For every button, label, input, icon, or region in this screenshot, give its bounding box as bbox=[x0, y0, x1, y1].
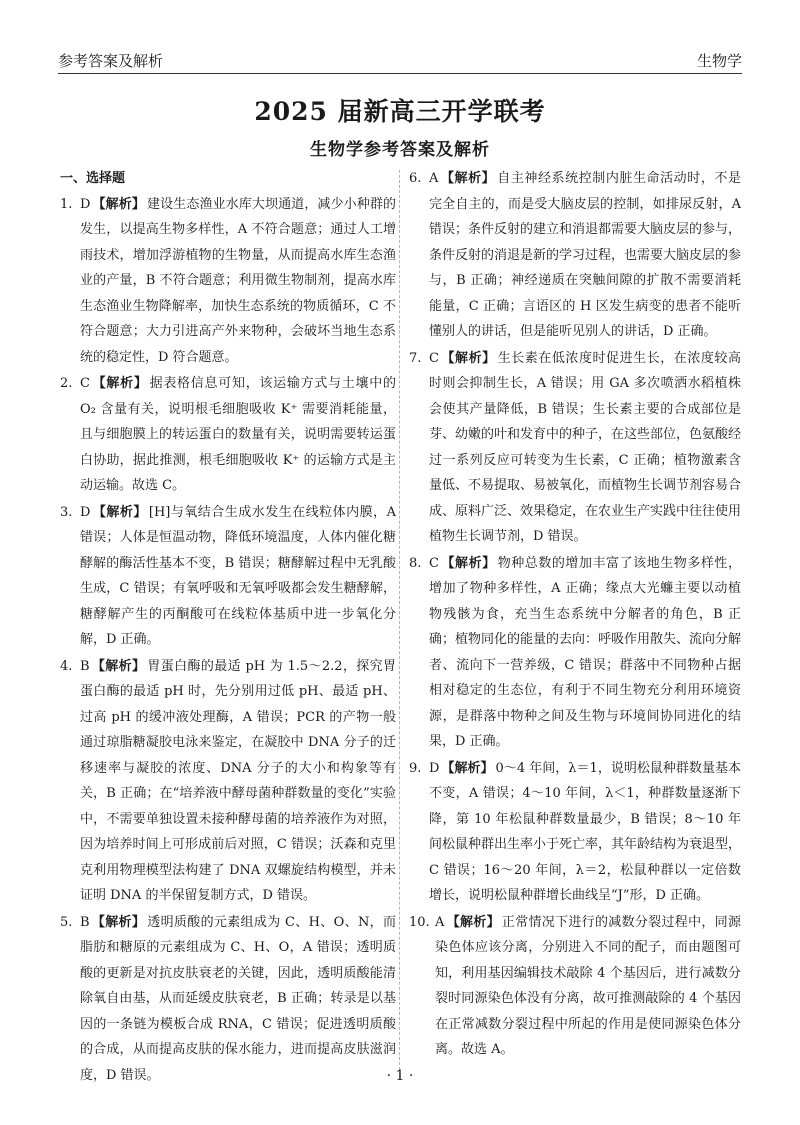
answer-letter: C bbox=[429, 555, 439, 571]
analysis-text: 建设生态渔业水库大坝通道，减少小种群的发生，以提高生物多样性，A 不符合题意；通过人工增雨技术，增加浮游植物的生物量，从而提高水库生态渔业的产量，B 不符合题意；利用微生物制剂，提高水库生态渔业生物降解率，加快生态系统的物质循环，C 不符合题意；大力引进高产外来物种，会破坏当地生态系统的稳定性，D 符合题意。 bbox=[80, 196, 396, 365]
question-number: 4. bbox=[60, 658, 73, 674]
analysis-tag: 【解析】 bbox=[441, 760, 494, 776]
question-number: 9. bbox=[409, 760, 422, 776]
analysis-tag: 【解析】 bbox=[92, 196, 145, 212]
analysis-tag: 【解析】 bbox=[440, 350, 496, 366]
analysis-text: 物种总数的增加丰富了该地生物多样性，增加了物种多样性，A 正确；缘点大光蠊主要以动植物残骸为食，充当生态系统中分解者的角色，B 正确；植物同化的能量的去向：呼吸作用散失、流向分解者、流向下一营养级，C 错误；群落中不同物种占据相对稳定的生态位，有利于不同生物充分利用环境资源，是群落中物种之间及生物与环境间协同进化的结果，D 正确。 bbox=[429, 555, 742, 749]
question-number: 3. bbox=[60, 504, 73, 520]
question-number: 1. bbox=[60, 196, 73, 212]
analysis-tag: 【解析】 bbox=[91, 376, 148, 391]
page-subtitle: 生物学参考答案及解析 bbox=[310, 140, 490, 160]
question-5 bbox=[60, 910, 396, 1089]
question-number: 8. bbox=[409, 555, 422, 571]
analysis-tag: 【解析】 bbox=[446, 914, 500, 930]
analysis-text: 胃蛋白酶的最适 pH 为 1.5～2.2，探究胃蛋白酶的最适 pH 时，先分别用过低 pH、最适 pH、过高 pH 的缓冲液处理酶，A 错误；PCR 的产物一般通过琼脂糖凝胶电泳来鉴定，在凝胶中 DNA 分子的迁移速率与凝胶的浓度、DNA 分子的大小和构象等有关，B 正确；在“培养液中酵母菌种群数量的变化”实验中，不需要单独设置未接种酵母菌的培养液作为对照，因为培养时间上可形成前后对照，C 错误；沃森和克里克利用物理模型法构建了 DNA 双螺旋结构模型，并未证明 DNA 的半保留复制方式，D 错误。 bbox=[80, 658, 396, 903]
header-subject: 生物学 bbox=[696, 52, 742, 70]
analysis-text: [H]与氧结合生成水发生在线粒体内膜，A 错误；人体是恒温动物，降低环境温度，人体内催化糖酵解的酶活性基本不变，B 错误；糖酵解过程中无乳酸生成，C 错误；有氧呼吸和无氧呼吸都会发生糖酵解，糖酵解产生的丙酮酸可在线粒体基质中进一步氧化分解，D 正确。 bbox=[80, 504, 396, 647]
page-number: · 1 · bbox=[386, 1068, 414, 1084]
page-header bbox=[58, 44, 742, 74]
analysis-text: 透明质酸的元素组成为 C、H、O、N，而脂肪和糖原的元素组成为 C、H、O，A 错误；透明质酸的更新是对抗皮肤衰老的关键，因此，透明质酸能清除氧自由基，从而延缓皮肤衰老，B 正确；转录是以基因的一条链为模板合成 RNA，C 错误；促进透明质酸的合成，从而提高皮肤的保水能力，进而提高皮肤滋润度，D 错误。 bbox=[80, 914, 396, 1083]
question-3 bbox=[60, 500, 396, 653]
analysis-tag: 【解析】 bbox=[92, 504, 147, 520]
answer-letter: D bbox=[80, 504, 91, 520]
right-column bbox=[409, 166, 741, 1064]
analysis-text: 0～4 年间，λ＝1，说明松鼠种群数量基本不变，A 错误；4～10 年间，λ＜1，种群数量逐渐下降，第 10 年松鼠种群数量最少，B 错误；8～10 年间松鼠种群出生率小于死亡率，其年龄结构为衰退型，C 错误；16～20 年间，λ＝2，松鼠种群以一定倍数增长，说明松鼠种群增长曲线呈“J”形，D 正确。 bbox=[429, 760, 742, 903]
answer-letter: A bbox=[435, 914, 445, 930]
question-4 bbox=[60, 654, 396, 909]
question-number: 5. bbox=[60, 914, 73, 930]
answer-letter: C bbox=[429, 350, 439, 366]
left-column bbox=[60, 166, 396, 1089]
question-9 bbox=[409, 756, 741, 909]
analysis-text: 自主神经系统控制内脏生命活动时，不是完全自主的，而是受大脑皮层的控制，如排尿反射，A 错误；条件反射的建立和消退都需要大脑皮层的参与，条件反射的消退是新的学习过程，也需要大脑皮层的参与，B 正确；神经递质在突触间隙的扩散不需要消耗能量，C 正确；言语区的 H 区发生病变的患者不能听懂别人的讲话，但是能听见别人的讲话，D 正确。 bbox=[429, 171, 742, 339]
answer-letter: B bbox=[80, 914, 90, 930]
answer-letter: A bbox=[429, 171, 439, 186]
question-number: 2. bbox=[60, 376, 73, 391]
analysis-tag: 【解析】 bbox=[91, 914, 146, 930]
header-rule bbox=[58, 73, 742, 74]
answer-letter: B bbox=[80, 658, 90, 674]
section-heading: 一、选择题 bbox=[60, 171, 126, 186]
question-number: 7. bbox=[409, 350, 422, 366]
question-6 bbox=[409, 166, 741, 345]
answer-letter: C bbox=[80, 376, 90, 391]
question-number: 6. bbox=[409, 171, 422, 186]
analysis-text: 据表格信息可知，该运输方式与土壤中的 O₂ 含量有关，说明根毛细胞吸收 K⁺ 需要消耗能量，且与细胞膜上的转运蛋白的数量有关，说明需要转运蛋白协助，据此推测，根毛细胞吸收 K⁺ 的运输方式是主动运输。故选 C。 bbox=[80, 376, 396, 493]
question-number: 10. bbox=[409, 914, 430, 930]
question-2 bbox=[60, 371, 396, 499]
analysis-text: 生长素在低浓度时促进生长，在浓度较高时则会抑制生长，A 错误；用 GA 多次喷洒水稻植株会使其产量降低，B 错误；生长素主要的合成部位是芽、幼嫩的叶和发育中的种子，在这些部位，色氨酸经过一系列反应可转变为生长素，C 正确；植物激素含量低、不易提取、易被氧化，而植物生长调节剂容易合成、原料广泛、效果稳定，在农业生产实践中往往使用植物生长调节剂，D 错误。 bbox=[429, 350, 742, 544]
question-10 bbox=[409, 910, 741, 1063]
analysis-text: 正常情况下进行的减数分裂过程中，同源染色体应该分离，分别进入不同的配子，而由题图可知，利用基因编辑技术敲除 4 个基因后，进行减数分裂时同源染色体没有分离，故可推测敲除的 4 个基因在正常减数分裂过程中所起的作用是使同源染色体分离。故选 A。 bbox=[435, 914, 741, 1057]
analysis-tag: 【解析】 bbox=[440, 555, 496, 571]
question-1 bbox=[60, 192, 396, 371]
page-title: 2025 届新高三开学联考 bbox=[254, 97, 546, 126]
question-8 bbox=[409, 551, 741, 755]
analysis-tag: 【解析】 bbox=[440, 171, 496, 186]
answer-letter: D bbox=[429, 760, 440, 776]
analysis-tag: 【解析】 bbox=[91, 658, 146, 674]
answer-letter: D bbox=[80, 196, 91, 212]
question-7 bbox=[409, 346, 741, 550]
column-divider bbox=[399, 170, 400, 1070]
header-left-text: 参考答案及解析 bbox=[58, 52, 164, 70]
